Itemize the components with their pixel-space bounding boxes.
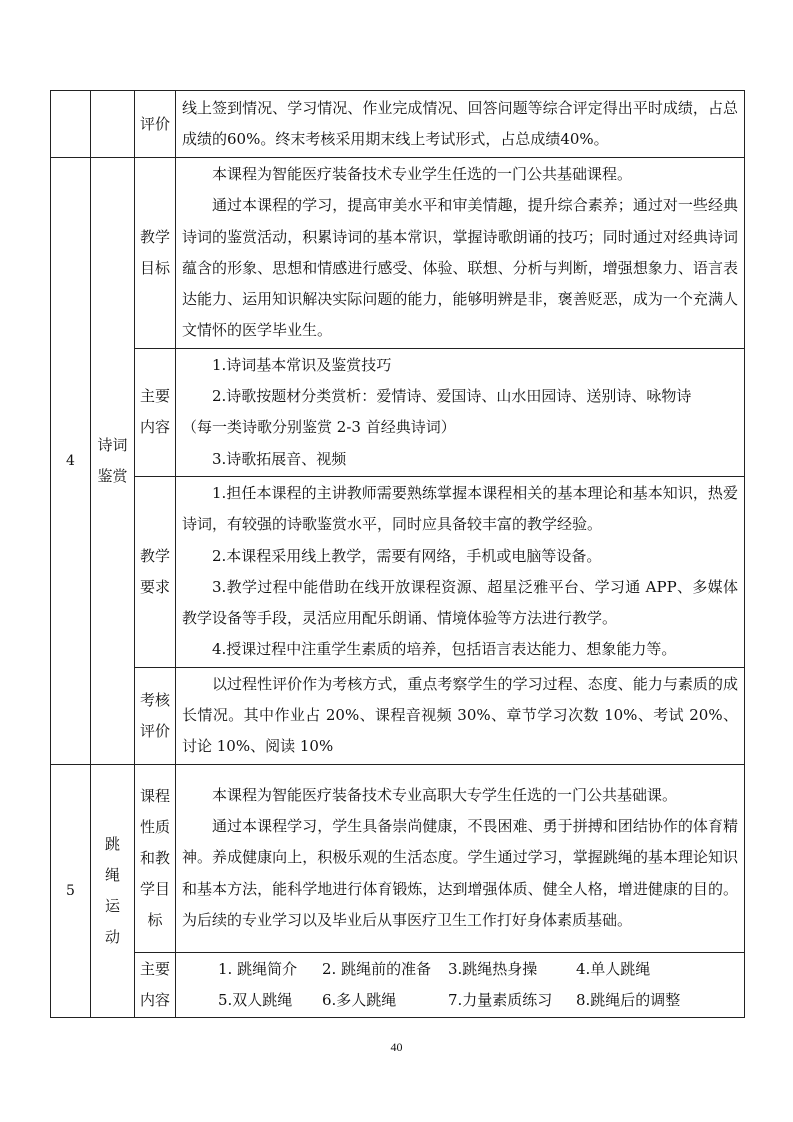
table-row [51, 952, 745, 1018]
list-item: 2. 跳绳前的准备 [322, 959, 432, 978]
main-content-cell [176, 348, 745, 476]
evaluation-content [176, 91, 745, 158]
list-item: 6.多人跳绳 [322, 990, 397, 1009]
table-row [51, 667, 745, 764]
row-label-main-content: 主要 内容 [135, 348, 176, 476]
evaluation-text: 线上签到情况、学习情况、作业完成情况、回答问题等综合评定得出平时成绩，占总成绩的60%。终末考核采用期末线上考试形式，占总成绩40%。 [182, 98, 738, 148]
course-name-cell: 跳 绳 运 动 [91, 764, 135, 1018]
teaching-requirements-cell [176, 476, 745, 667]
list-item: 3.跳绳热身操 [448, 959, 538, 978]
content-items-row [218, 954, 738, 985]
list-item: 4.单人跳绳 [576, 959, 651, 978]
table-row [51, 764, 745, 952]
table-row [51, 158, 745, 349]
row-label-evaluation: 评价 [135, 91, 176, 158]
page-number: 40 [390, 1040, 403, 1054]
list-item: 8.跳绳后的调整 [576, 990, 681, 1009]
list-item: 1.担任本课程的主讲教师需要熟练掌握本课程相关的基本理论和基本知识，热爱诗词，有较强的诗歌鉴赏水平，同时应具备较丰富的教学经验。 [182, 483, 738, 534]
paragraph: 以过程性评价作为考核方式，重点考察学生的学习过程、态度、能力与素质的成长情况。其中作业占 20%、课程音视频 30%、章节学习次数 10%、考试 20%、讨论 10%、阅读 10% [182, 674, 738, 756]
row-label-main-content: 主要 内容 [135, 952, 176, 1018]
list-item: 3.诗歌拓展音、视频 [212, 449, 347, 468]
list-item: 1. 跳绳简介 [218, 959, 298, 978]
paragraph: 本课程为智能医疗装备技术专业高职大专学生任选的一门公共基础课。 [212, 785, 678, 804]
course-name-cell [91, 91, 135, 158]
row-number-cell [51, 91, 91, 158]
assessment-cell [176, 667, 745, 764]
main-content-cell [176, 952, 745, 1018]
list-item: 4.授课过程中注重学生素质的培养，包括语言表达能力、想象能力等。 [212, 640, 677, 659]
list-item: 3.教学过程中能借助在线开放课程资源、超星泛雅平台、学习通 APP、多媒体教学设备等手段，灵活应用配乐朗诵、情境体验等方法进行教学。 [182, 577, 738, 628]
row-label-course-nature: 课程 性质 和教 学目 标 [135, 764, 176, 952]
table-row [51, 91, 745, 158]
table-row [51, 476, 745, 667]
paragraph: 本课程为智能医疗装备技术专业学生任选的一门公共基础课程。 [212, 165, 633, 183]
list-item: 1.诗词基本常识及鉴赏技巧 [212, 355, 392, 374]
table-row [51, 348, 745, 476]
course-name-cell: 诗词 鉴赏 [91, 158, 135, 765]
list-item: 2.诗歌按题材分类赏析：爱情诗、爱国诗、山水田园诗、送别诗、咏物诗 [212, 387, 692, 406]
list-item-continuation: （每一类诗歌分别鉴赏 2-3 首经典诗词） [182, 418, 456, 437]
paragraph: 通过本课程的学习，提高审美水平和审美情趣，提升综合素养；通过对一些经典诗词的鉴赏活动，积累诗词的基本常识，掌握诗歌朗诵的技巧；同时通过对经典诗词蕴含的形象、思想和情感进行感受、体验、联想、分析与判断，增强想象力、语言表达能力、运用知识解决实际问题的能力，能够明辨是非，褒善贬恶，成为一个充满人文情怀的医学毕业生。 [182, 196, 738, 340]
paragraph: 通过本课程学习，学生具备崇尚健康，不畏困难、勇于拼搏和团结协作的体育精神。养成健康向上，积极乐观的生活态度。学生通过学习，掌握跳绳的基本理论知识和基本方法，能科学地进行体育锻炼，达到增强体质、健全人格，增进健康的目的。为后续的专业学习以及毕业后从事医疗卫生工作打好身体素质基础。 [182, 817, 738, 930]
teaching-goal-content [176, 158, 745, 349]
row-label-assessment: 考核 评价 [135, 667, 176, 764]
row-number-cell: 4 [51, 158, 91, 765]
course-table [50, 90, 745, 1018]
list-item: 2.本课程采用线上教学，需要有网络，手机或电脑等设备。 [212, 546, 602, 565]
list-item: 7.力量素质练习 [448, 990, 553, 1009]
course-nature-cell [176, 764, 745, 952]
list-item: 5.双人跳绳 [218, 990, 293, 1009]
row-label-teaching-requirements: 教学 要求 [135, 476, 176, 667]
row-number-cell: 5 [51, 764, 91, 1018]
content-items-row [218, 985, 738, 1016]
row-label-teaching-goal: 教学 目标 [135, 158, 176, 349]
